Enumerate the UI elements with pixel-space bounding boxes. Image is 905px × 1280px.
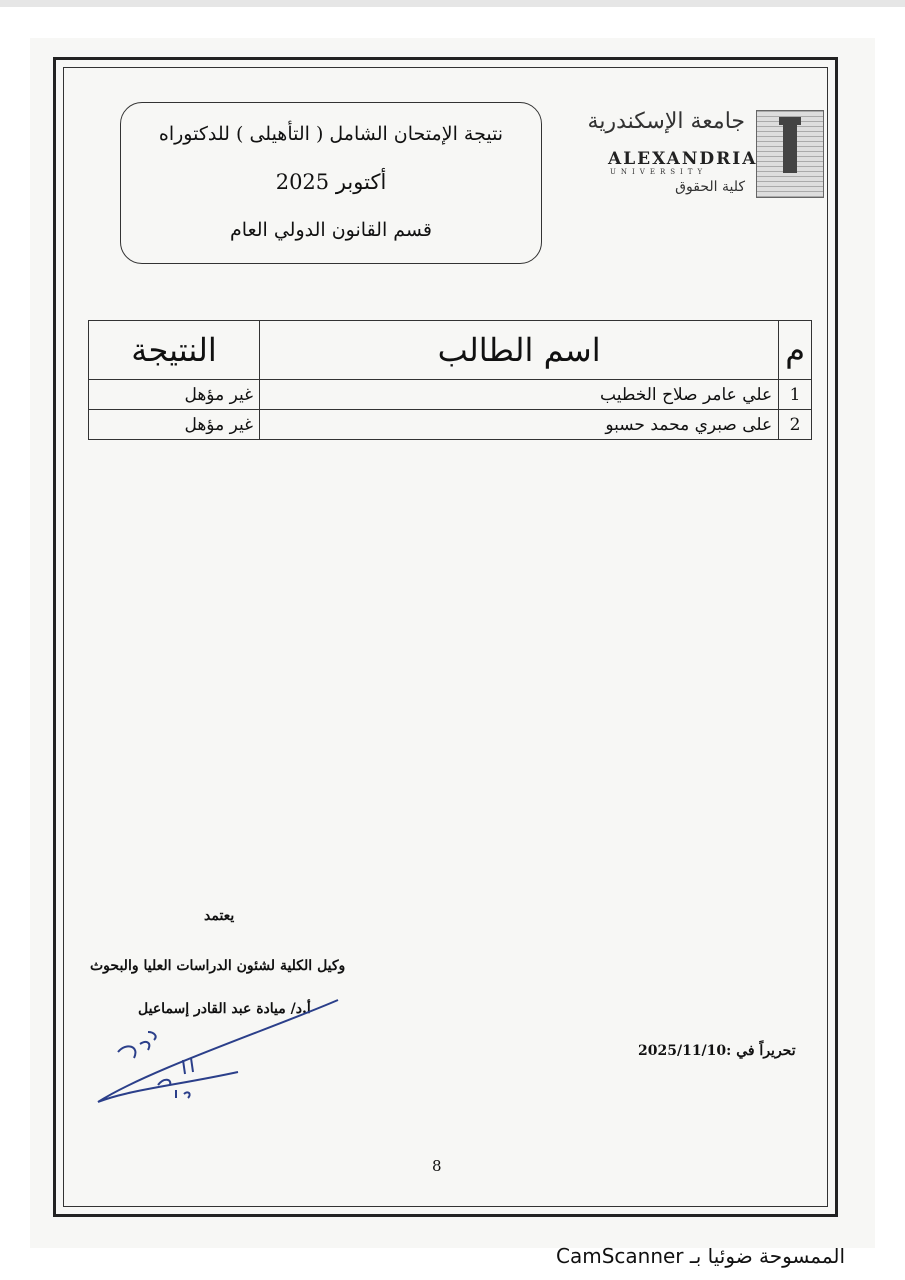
header-num: م	[779, 321, 812, 380]
deputy-title: وكيل الكلية لشئون الدراسات العليا والبحوث	[90, 958, 346, 974]
handwritten-signature	[88, 990, 348, 1110]
logo-arabic-name: جامعة الإسكندرية	[587, 109, 745, 134]
page-number: 8	[432, 1157, 442, 1175]
issue-date: تحريراً في :2025/11/10	[638, 1043, 796, 1059]
header-student-name: اسم الطالب	[260, 321, 779, 380]
row-num: 2	[779, 410, 812, 440]
row-num: 1	[779, 380, 812, 410]
logo-english-name: ALEXANDRIA	[608, 149, 758, 169]
approve-label: يعتمد	[204, 908, 235, 924]
department-name: قسم القانون الدولي العام	[230, 219, 432, 241]
student-result: غير مؤهل	[89, 380, 260, 410]
title-box	[120, 102, 542, 264]
university-logo	[587, 105, 825, 205]
logo-english-sub: UNIVERSITY	[610, 168, 708, 176]
table-row	[89, 380, 812, 410]
table-row	[89, 410, 812, 440]
signer-name: أ.د/ ميادة عبد القادر إسماعيل	[138, 1001, 311, 1017]
table-header-row	[89, 321, 812, 380]
exam-date: أكتوبر 2025	[275, 170, 387, 194]
top-bar	[0, 0, 905, 7]
student-name: على صبري محمد حسبو	[260, 410, 779, 440]
camscanner-watermark: الممسوحة ضوئيا بـ CamScanner	[556, 1244, 846, 1268]
header-result: النتيجة	[89, 321, 260, 380]
student-name: علي عامر صلاح الخطيب	[260, 380, 779, 410]
results-table	[88, 320, 812, 440]
lighthouse-emblem-icon	[756, 110, 824, 198]
exam-title: نتيجة الإمتحان الشامل ( التأهيلى ) للدكتوراه	[158, 123, 504, 145]
student-result: غير مؤهل	[89, 410, 260, 440]
logo-faculty: كلية الحقوق	[675, 179, 745, 195]
